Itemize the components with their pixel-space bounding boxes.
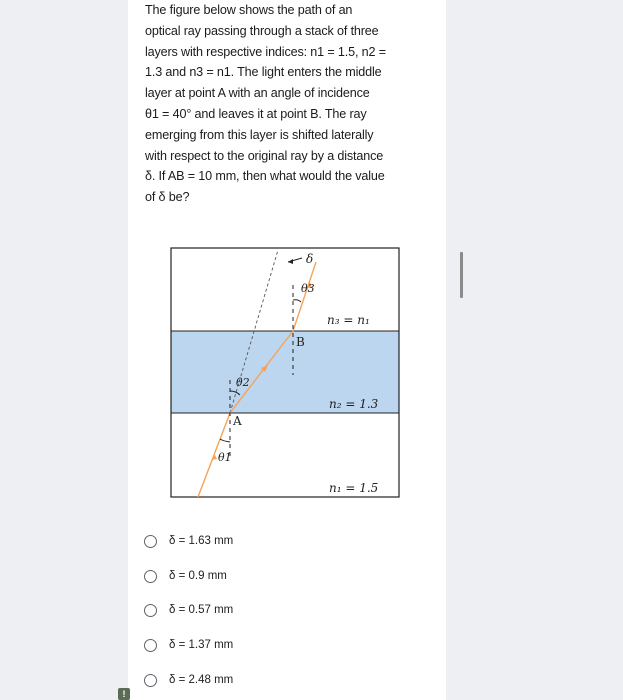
option-label: δ = 0.57 mm [169,604,234,616]
question-line: emerging from this layer is shifted laterally [145,127,374,142]
theta1-label: θ1 [218,451,232,464]
point-a-label: A [233,414,242,428]
answer-option[interactable] [144,531,233,551]
point-b-label: B [296,335,305,349]
question-text [145,0,430,208]
n1-label: n₁ = 1.5 [329,481,379,495]
option-label: δ = 0.9 mm [169,570,227,582]
question-line: layers with respective indices: n1 = 1.5, n2 = [145,44,386,59]
theta3-arc [293,300,301,302]
theta2-label: θ2 [236,376,250,389]
answer-option[interactable] [144,600,233,620]
question-line: optical ray passing through a stack of three [145,23,379,38]
question-line: of δ be? [145,190,190,205]
optics-diagram [160,240,410,505]
radio-button[interactable] [144,674,157,687]
answer-option[interactable] [144,635,233,655]
n3-label: n₃ = n₁ [327,313,370,327]
scrollbar-thumb[interactable] [460,252,463,298]
radio-button[interactable] [144,604,157,617]
theta1-arc [220,439,230,442]
delta-label: δ [306,252,314,266]
radio-button[interactable] [144,639,157,652]
emergent-ray [293,262,316,331]
theta3-label: θ3 [301,282,315,295]
question-line: with respect to the original ray by a distance [145,148,384,163]
optics-figure [160,240,410,505]
question-line: 1.3 and n3 = n1. The light enters the middle [145,65,382,80]
radio-button[interactable] [144,570,157,583]
alert-badge: ! [118,688,130,700]
answer-option[interactable] [144,566,227,586]
option-label: δ = 2.48 mm [169,674,234,686]
radio-button[interactable] [144,535,157,548]
answer-option[interactable] [144,670,233,690]
option-label: δ = 1.37 mm [169,639,234,651]
question-line: layer at point A with an angle of incidence [145,86,370,101]
question-line: The figure below shows the path of an [145,3,353,17]
n2-label: n₂ = 1.3 [329,397,379,411]
option-label: δ = 1.63 mm [169,535,234,547]
question-line: θ1 = 40° and leaves it at point B. The ray [145,106,367,121]
question-line: δ. If AB = 10 mm, then what would the value [145,169,385,184]
